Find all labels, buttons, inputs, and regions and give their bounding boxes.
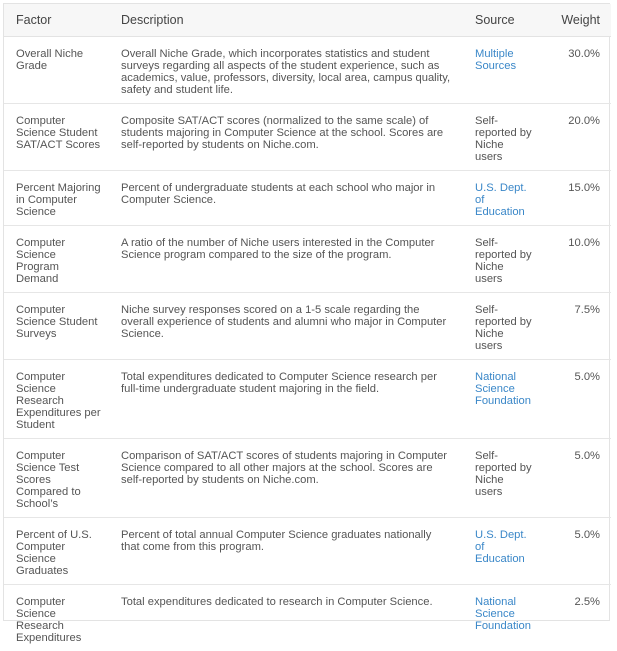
methodology-table — [4, 4, 611, 651]
table-row — [4, 226, 611, 293]
weight-cell: 10.0% — [537, 226, 611, 293]
source-cell: Self-reported by Niche users — [463, 439, 537, 518]
weight-cell: 20.0% — [537, 104, 611, 171]
description-cell: Total expenditures dedicated to Computer Science research per full-time undergraduate student majoring in the field. — [109, 360, 463, 439]
source-cell: Self-reported by Niche users — [463, 293, 537, 360]
table-row — [4, 37, 611, 104]
header-description: Description — [109, 4, 463, 37]
table-row — [4, 439, 611, 518]
source-link[interactable]: National Science Foundation — [475, 371, 531, 407]
table-row — [4, 104, 611, 171]
factor-cell: Percent of U.S. Computer Science Graduates — [4, 518, 109, 585]
description-cell: Percent of undergraduate students at each school who major in Computer Science. — [109, 171, 463, 226]
factor-cell: Computer Science Student SAT/ACT Scores — [4, 104, 109, 171]
weight-cell: 5.0% — [537, 518, 611, 585]
description-cell: Composite SAT/ACT scores (normalized to the same scale) of students majoring in Computer Science at the school. Scores are self-reported by students on Niche.com. — [109, 104, 463, 171]
table-row — [4, 585, 611, 651]
factor-cell: Computer Science Program Demand — [4, 226, 109, 293]
weight-cell: 5.0% — [537, 439, 611, 518]
factor-cell: Computer Science Research Expenditures — [4, 585, 109, 651]
description-cell: Total expenditures dedicated to research in Computer Science. — [109, 585, 463, 651]
weight-cell: 7.5% — [537, 293, 611, 360]
weight-cell: 5.0% — [537, 360, 611, 439]
description-cell: Overall Niche Grade, which incorporates statistics and student surveys regarding all aspects of the student experience, such as academics, value, professors, diversity, local area, campus quality, safety and student life. — [109, 37, 463, 104]
table-row — [4, 360, 611, 439]
description-cell: A ratio of the number of Niche users interested in the Computer Science program compared to the size of the program. — [109, 226, 463, 293]
table-row — [4, 171, 611, 226]
table-row — [4, 518, 611, 585]
source-link[interactable]: Multiple Sources — [475, 48, 516, 72]
header-weight: Weight — [537, 4, 611, 37]
source-cell: Self-reported by Niche users — [463, 226, 537, 293]
source-link[interactable]: National Science Foundation — [475, 596, 531, 632]
description-cell: Percent of total annual Computer Science graduates nationally that come from this program. — [109, 518, 463, 585]
source-link[interactable]: U.S. Dept. of Education — [475, 529, 527, 565]
source-cell: Self-reported by Niche users — [463, 104, 537, 171]
source-link[interactable]: U.S. Dept. of Education — [475, 182, 527, 218]
factor-cell: Percent Majoring in Computer Science — [4, 171, 109, 226]
weight-cell: 15.0% — [537, 171, 611, 226]
factor-cell: Computer Science Research Expenditures per Student — [4, 360, 109, 439]
description-cell: Comparison of SAT/ACT scores of students majoring in Computer Science compared to all other majors at the school. Scores are self-reported by students on Niche.com. — [109, 439, 463, 518]
table-header-row — [4, 4, 611, 37]
factor-cell: Overall Niche Grade — [4, 37, 109, 104]
header-source: Source — [463, 4, 537, 37]
weight-cell: 30.0% — [537, 37, 611, 104]
description-cell: Niche survey responses scored on a 1-5 scale regarding the overall experience of students and alumni who major in Computer Science. — [109, 293, 463, 360]
factor-cell: Computer Science Test Scores Compared to School’s — [4, 439, 109, 518]
table-row — [4, 293, 611, 360]
factor-cell: Computer Science Student Surveys — [4, 293, 109, 360]
header-factor: Factor — [4, 4, 109, 37]
methodology-table-container — [3, 3, 610, 621]
weight-cell: 2.5% — [537, 585, 611, 651]
